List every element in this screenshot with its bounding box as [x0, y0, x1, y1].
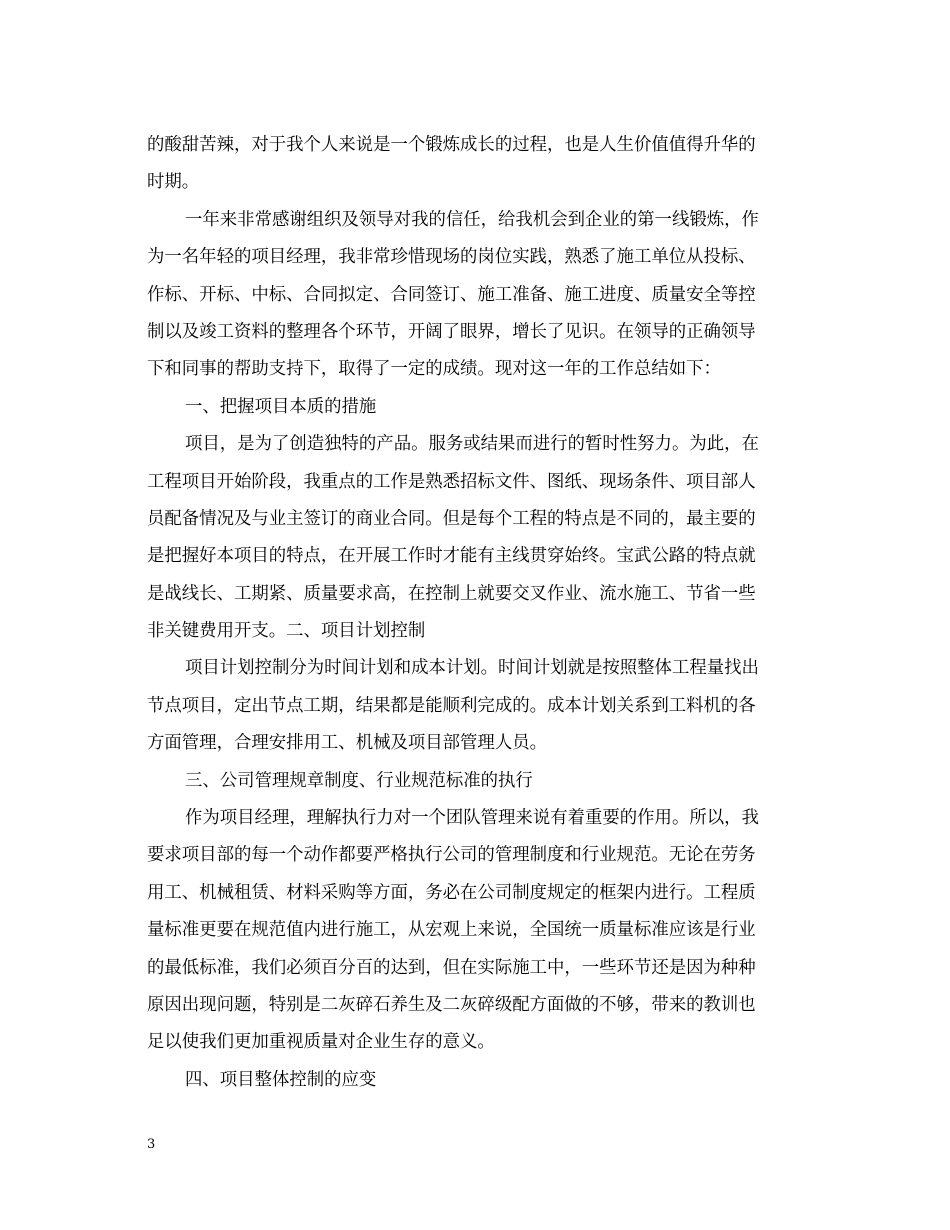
text-line: 项目，是为了创造独特的产品。服务或结果而进行的暂时性努力。为此，在 — [185, 434, 759, 455]
text-line: 为一名年轻的项目经理，我非常珍惜现场的岗位实践，熟悉了施工单位从投标、 — [147, 247, 756, 268]
text-line: 是战线长、工期紧、质量要求高，在控制上就要交叉作业、流水施工、节省一些 — [147, 583, 756, 604]
text-line: 制以及竣工资料的整理各个环节，开阔了眼界，增长了见识。在领导的正确领导 — [147, 321, 756, 342]
text-line: 非关键费用开支。二、项目计划控制 — [147, 621, 426, 642]
text-line: 量标准更要在规范值内进行施工，从宏观上来说，全国统一质量标准应该是行业 — [147, 920, 756, 941]
text-line: 四、项目整体控制的应变 — [185, 1069, 377, 1090]
text-line: 的最低标准，我们必须百分百的达到，但在实际施工中，一些环节还是因为种种 — [147, 957, 756, 978]
text-line: 的酸甜苦辣，对于我个人来说是一个锻炼成长的过程，也是人生价值值得升华的 — [147, 135, 756, 155]
text-line: 项目计划控制分为时间计划和成本计划。时间计划就是按照整体工程量找出 — [185, 658, 759, 679]
text-line: 作标、开标、中标、合同拟定、合同签订、施工准备、施工进度、质量安全等控 — [147, 284, 756, 305]
text-line: 要求项目部的每一个动作都要严格执行公司的管理制度和行业规范。无论在劳务 — [147, 845, 756, 866]
text-line: 三、公司管理规章制度、行业规范标准的执行 — [185, 770, 533, 791]
document-body — [147, 127, 802, 1099]
text-line: 节点项目，定出节点工期，结果都是能顺利完成的。成本计划关系到工料机的各 — [147, 695, 756, 716]
text-line: 足以使我们更加重视质量对企业生存的意义。 — [147, 1032, 495, 1053]
text-line: 一、把握项目本质的措施 — [185, 396, 377, 417]
text-line: 一年来非常感谢组织及领导对我的信任，给我机会到企业的第一线锻炼，作 — [185, 209, 759, 230]
text-line: 用工、机械租赁、材料采购等方面，务必在公司制度规定的框架内进行。工程质 — [147, 882, 756, 903]
text-line: 是把握好本项目的特点，在开展工作时才能有主线贯穿始终。宝武公路的特点就 — [147, 546, 756, 567]
text-line: 下和同事的帮助支持下，取得了一定的成绩。现对这一年的工作总结如下： — [147, 359, 721, 380]
text-line: 作为项目经理，理解执行力对一个团队管理来说有着重要的作用。所以，我 — [185, 808, 759, 829]
page-number: 3 — [147, 1137, 156, 1152]
text-line: 工程项目开始阶段，我重点的工作是熟悉招标文件、图纸、现场条件、项目部人 — [147, 471, 756, 492]
text-line: 方面管理，合理安排用工、机械及项目部管理人员。 — [147, 733, 547, 754]
text-line: 原因出现问题，特别是二灰碎石养生及二灰碎级配方面做的不够，带来的教训也 — [147, 994, 756, 1015]
text-line: 时期。 — [147, 172, 200, 193]
text-line: 员配备情况及与业主签订的商业合同。但是每个工程的特点是不同的，最主要的 — [147, 508, 756, 529]
